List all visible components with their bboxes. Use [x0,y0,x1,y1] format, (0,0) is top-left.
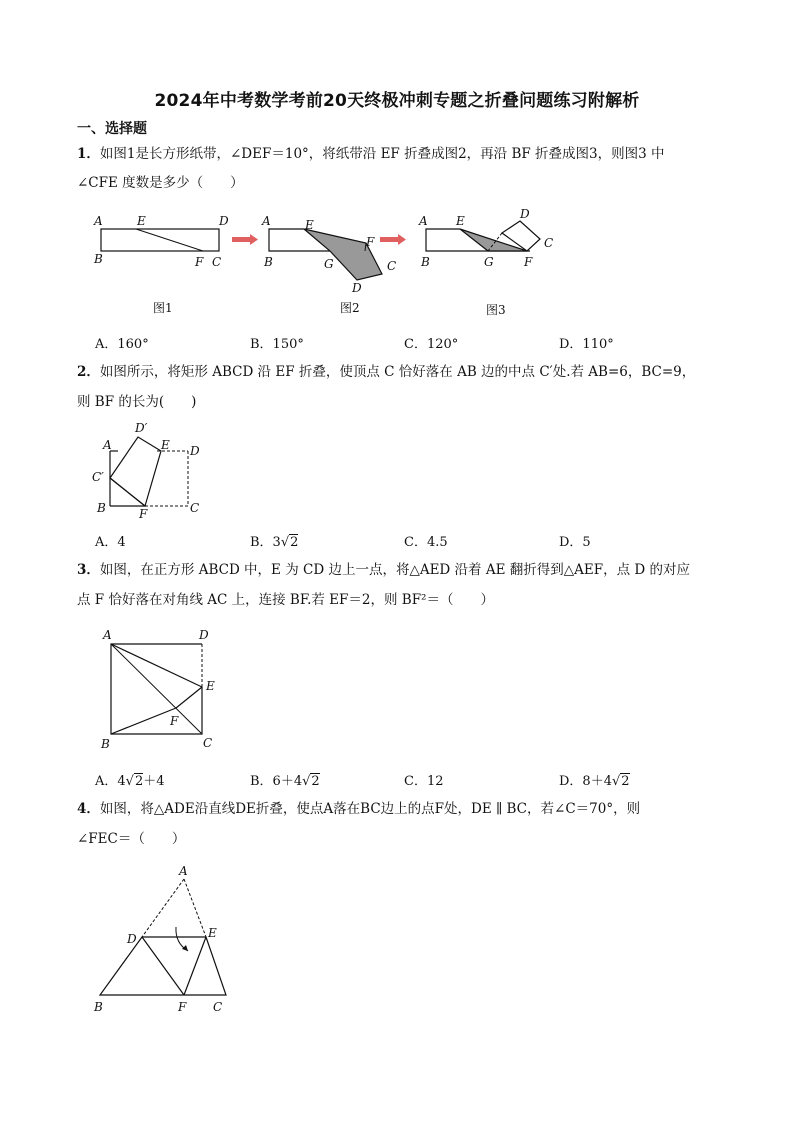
choice-d[interactable]: D．8＋4√2 [559,774,630,789]
fig2-label-b: B [264,255,273,269]
choice-a[interactable]: A．160° [95,337,149,352]
fig2-label-f: F [366,235,375,249]
question-2-line-2: 则 BF 的长为( ) [77,394,197,410]
q3-label-f: F [170,714,179,728]
fig1-label-a: A [94,214,103,228]
q3-label-e: E [206,679,215,693]
q4-label-d: D [127,932,137,946]
fig3-label-b: B [421,255,430,269]
question-1-figure [0,200,794,325]
fig3-label-c: C [544,236,554,250]
q2-label-d: D [190,444,200,458]
q4-label-a: A [179,864,188,878]
fig3-label-d: D [520,207,530,221]
question-2-figure [0,418,260,522]
question-1-line-2: ∠CFE 度数是多少（ ） [77,175,244,191]
q2-label-e: E [161,438,170,452]
choice-c[interactable]: C．12 [404,774,444,789]
question-3-text: 如图，在正方形 ABCD 中，E 为 CD 边上一点，将△AED 沿着 AE 翻折得到△AEF，点 D 的对应 [99,562,690,578]
fig3-label-g: G [484,255,494,269]
q2-label-c-prime: C′ [92,470,104,484]
question-4-figure [0,855,300,1020]
question-2-number: 2． [77,364,100,380]
question-3-choices [95,770,745,788]
question-2-choices [95,531,745,549]
fig1-label-e: E [137,214,146,228]
question-4-line-2: ∠FEC＝（ ） [77,831,186,847]
q2-label-d-prime: D′ [135,421,148,435]
fig2-caption: 图2 [340,301,360,315]
q3-label-a: A [103,628,112,642]
q3-label-b: B [101,737,110,751]
q3-label-c: C [203,736,213,750]
choice-c[interactable]: C．120° [404,337,459,352]
question-4-number: 4． [77,801,100,817]
question-1-choices [95,333,745,351]
arrow-icon [380,234,406,245]
section-heading: 一、选择题 [77,121,147,137]
question-2-line-1 [77,362,695,382]
q4-label-c: C [213,1000,223,1014]
question-3-figure [0,622,260,757]
question-1-number: 1． [77,146,100,162]
choice-b[interactable]: B．6＋4√2 [250,774,320,789]
fig3-label-f: F [524,255,533,269]
q4-label-e: E [208,926,217,940]
fig2-label-g: G [324,257,334,271]
fig2-label-c: C [387,259,397,273]
question-3-line-1 [77,560,690,580]
figure-3 [418,207,553,317]
q4-label-b: B [94,1000,103,1014]
question-2-text: 如图所示，将矩形 ABCD 沿 EF 折叠，使顶点 C 恰好落在 AB 边的中点 C′处.若 AB=6，BC=9， [99,364,696,380]
fig2-label-e: E [305,218,314,232]
choice-b[interactable]: B．150° [250,337,304,352]
fig1-label-d: D [219,214,229,228]
q2-label-b: B [97,501,106,515]
fig1-label-c: C [212,255,222,269]
choice-a[interactable]: A．4 [95,535,126,550]
q3-diagonal-ac [111,644,202,734]
fig1-label-b: B [94,252,103,266]
choice-c[interactable]: C．4.5 [404,535,448,550]
fig1-fold-line [136,229,203,251]
fig2-label-d: D [352,281,362,295]
q2-label-f: F [139,507,148,521]
choice-d[interactable]: D．110° [559,337,614,352]
question-3-number: 3． [77,562,100,578]
fig1-strip [101,229,219,251]
figure-2 [261,214,396,315]
fig3-label-a: A [419,214,428,228]
question-1-text: 如图1是长方形纸带，∠DEF＝10°，将纸带沿 EF 折叠成图2，再沿 BF 折叠成图3，则图3 中 [99,146,665,162]
figure-1 [93,214,229,315]
fig1-label-f: F [195,255,204,269]
choice-d[interactable]: D．5 [559,535,591,550]
choice-b[interactable]: B．3√2 [250,535,299,550]
question-1-line-1 [77,144,665,164]
q3-label-d: D [199,628,209,642]
question-4-text: 如图，将△ADE沿直线DE折叠，使点A落在BC边上的点F处，DE ∥ BC，若∠C＝70°，则 [99,801,641,817]
fig3-label-e: E [456,214,465,228]
question-4-line-1 [77,799,640,819]
question-3-line-2: 点 F 恰好落在对角线 AC 上，连接 BF.若 EF＝2，则 BF²＝（ ） [77,592,494,608]
fig-q2-folded-shape [110,437,161,506]
q2-label-a: A [103,438,112,452]
fig1-caption: 图1 [153,301,173,315]
arrow-icon [232,234,258,245]
fig2-label-a: A [262,214,271,228]
q2-label-c: C [190,501,200,515]
fig3-caption: 图3 [486,303,506,317]
q4-label-f: F [178,1000,187,1014]
choice-a[interactable]: A．4√2＋4 [95,774,165,789]
page-title: 2024年中考数学考前20天终极冲刺专题之折叠问题练习附解析 [154,91,640,111]
